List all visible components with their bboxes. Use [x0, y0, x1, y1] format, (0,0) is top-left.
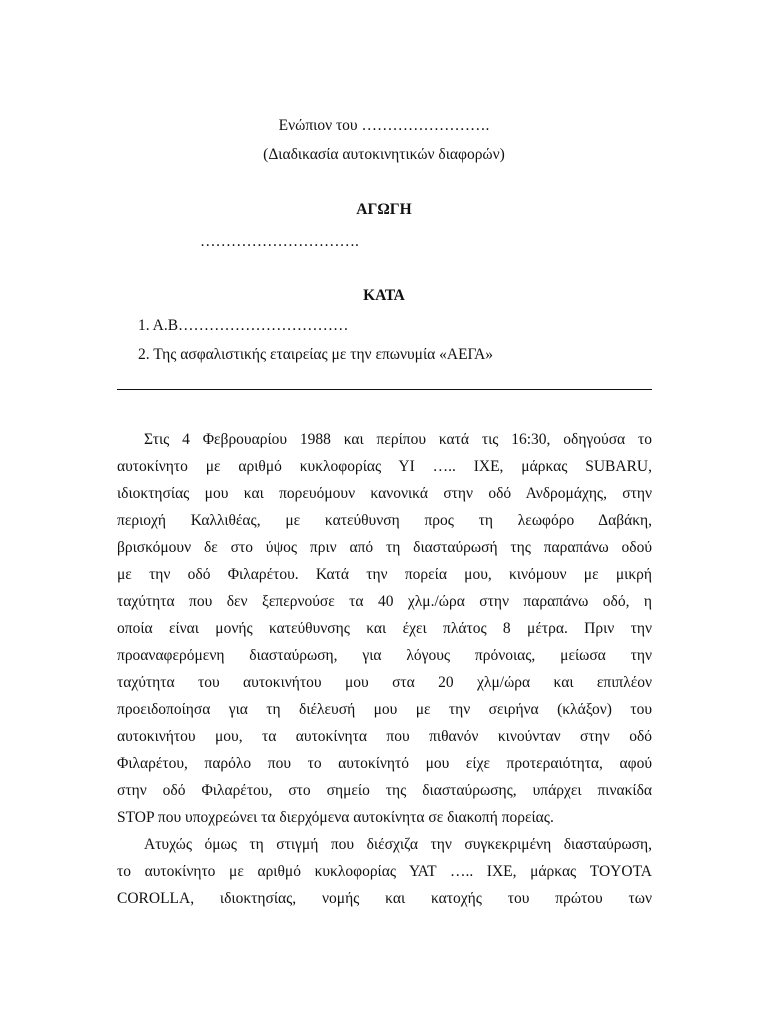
paragraph-line: βρισκόμουν δε στο ύψος πριν από τη διασταύρωσή της παραπάνω οδού — [117, 539, 652, 556]
paragraph-line: οποία είναι μονής κατεύθυνσης και έχει πλάτος 8 μέτρα. Πριν την — [117, 620, 652, 637]
court-line: Ενώπιον του ……………………. — [278, 117, 490, 134]
paragraph-line: ιδιοκτησίας μου και πορευόμουν κανονικά στην οδό Ανδρομάχης, στην — [117, 485, 652, 502]
paragraph-line: STOP που υποχρεώνει τα διερχόμενα αυτοκίνητα σε διακοπή πορείας. — [117, 809, 554, 826]
paragraph-line: Στις 4 Φεβρουαρίου 1988 και περίπου κατά τις 16:30, οδηγούσα το — [144, 431, 652, 448]
paragraph-line: Φιλαρέτου, παρόλο που το αυτοκίνητό μου είχε προτεραιότητα, αφού — [117, 755, 652, 772]
divider — [117, 389, 652, 390]
paragraph-line: αυτοκινήτου μου, τα αυτοκίνητα που πιθανόν κινούνταν στην οδό — [117, 728, 652, 745]
paragraph-line: ταχύτητα που δεν ξεπερνούσε τα 40 χλμ./ώρα στην παραπάνω οδό, η — [117, 593, 652, 610]
paragraph-line: προειδοποίησα για τη διέλευσή μου με την σειρήνα (κλάξον) του — [117, 701, 652, 718]
paragraph-line: Ατυχώς όμως τη στιγμή που διέσχιζα την συγκεκριμένη διασταύρωση, — [144, 836, 652, 853]
claim-title: ΑΓΩΓΗ — [356, 201, 412, 218]
paragraph-line: ταχύτητα του αυτοκινήτου μου στα 20 χλμ/ώρα και επιπλέον — [117, 674, 652, 691]
paragraph-line: προαναφερόμενη διασταύρωση, για λόγους πρόνοιας, μείωσα την — [117, 647, 652, 664]
paragraph-line: με την οδό Φιλαρέτου. Κατά την πορεία μου, κινόμουν με μικρή — [117, 566, 652, 583]
paragraph-line: το αυτοκίνητο με αριθμό κυκλοφορίας ΥΑΤ ….. ΙΧΕ, μάρκας TOYOTA — [117, 863, 652, 880]
defendant-1: 1. Α.Β…………………………… — [138, 317, 349, 334]
defendant-2: 2. Της ασφαλιστικής εταιρείας με την επωνυμία «ΑΕΓΑ» — [138, 346, 494, 363]
paragraph-1 — [117, 426, 652, 831]
paragraph-line: περιοχή Καλλιθέας, με κατεύθυνση προς τη λεωφόρο Δαβάκη, — [117, 512, 652, 529]
paragraph-line: στην οδό Φιλαρέτου, στο σημείο της διασταύρωσης, υπάρχει πινακίδα — [117, 782, 652, 799]
claimant-blank: …………………………. — [200, 233, 359, 250]
paragraph-2 — [117, 831, 652, 912]
paragraph-line: COROLLA, ιδιοκτησίας, νομής και κατοχής του πρώτου των — [117, 890, 652, 907]
paragraph-line: αυτοκίνητο με αριθμό κυκλοφορίας ΥΙ ….. ΙΧΕ, μάρκας SUBARU, — [117, 458, 652, 475]
against-title: ΚΑΤΑ — [363, 287, 405, 304]
procedure-line: (Διαδικασία αυτοκινητικών διαφορών) — [263, 146, 505, 163]
